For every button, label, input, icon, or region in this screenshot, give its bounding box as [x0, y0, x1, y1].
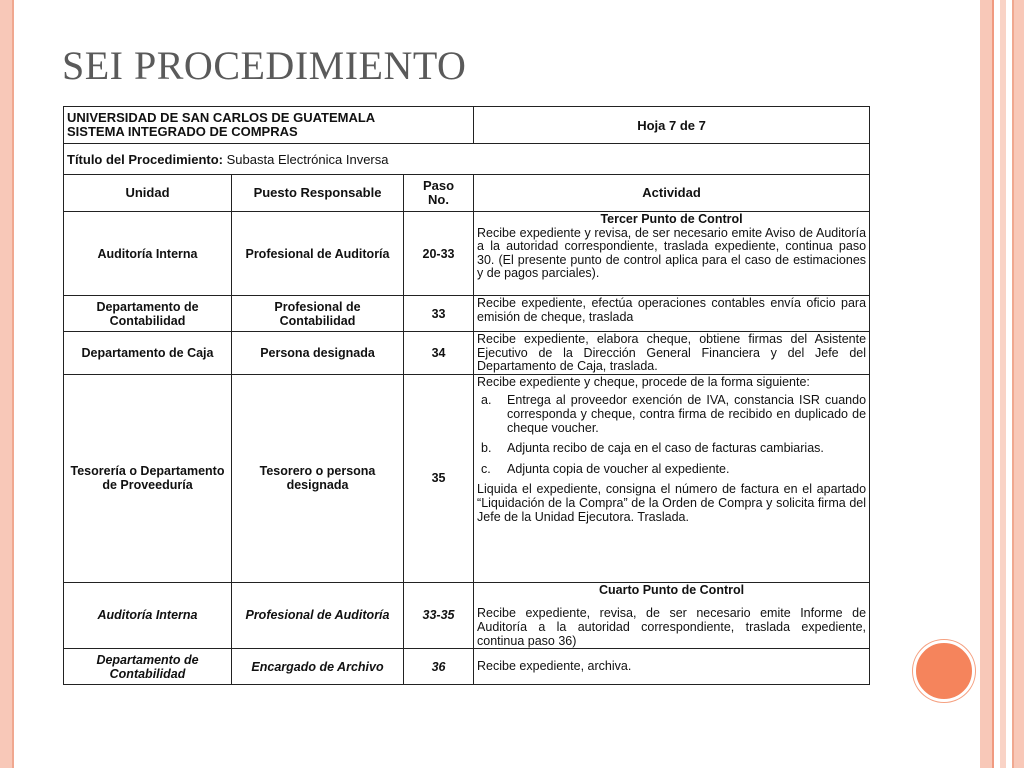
right-border-stripe: [1000, 0, 1006, 768]
left-decorative-border: [0, 0, 14, 768]
orange-circle-ornament: [913, 640, 975, 702]
control-point-heading: Cuarto Punto de Control: [598, 582, 745, 597]
procedure-table: [63, 106, 870, 685]
page-number: Hoja 7 de 7: [474, 107, 870, 144]
activity-text: Recibe expediente, efectúa operaciones contables envía oficio para emisión de cheque, traslada: [477, 296, 867, 324]
row-paso: 34: [404, 332, 474, 375]
list-item-label: b.: [481, 441, 492, 456]
list-item-text: Adjunta copia de voucher al expediente.: [507, 461, 730, 476]
activity-text: Recibe expediente, revisa, de ser necesario emite Informe de Auditoría a la autoridad correspondiente, traslada expediente, continua paso 36): [477, 606, 867, 648]
control-point-heading: Tercer Punto de Control: [600, 212, 743, 226]
list-item: [477, 442, 866, 456]
row-actividad: [474, 649, 870, 685]
activity-intro: Recibe expediente y cheque, procede de la forma siguiente:: [477, 374, 810, 389]
table-row: [64, 649, 870, 685]
procedure-title-label: Título del Procedimiento:: [67, 151, 224, 167]
col-header-actividad: Actividad: [474, 175, 870, 212]
activity-steps-list: [477, 394, 866, 476]
list-item-text: Adjunta recibo de caja en el caso de facturas cambiarias.: [507, 441, 824, 456]
row-actividad: [474, 374, 870, 582]
col-header-unidad: Unidad: [64, 175, 232, 212]
list-item: [477, 463, 866, 477]
table-row: [64, 212, 870, 296]
right-border-line: [992, 0, 994, 768]
row-puesto: Tesorero o persona designada: [232, 374, 404, 582]
row-actividad: [474, 332, 870, 375]
list-item-text: Entrega al proveedor exención de IVA, constancia ISR cuando corresponda y cheque, contra firma de recibido en duplicado de cheque voucher.: [507, 393, 867, 435]
row-unidad: Departamento de Caja: [64, 332, 232, 375]
activity-text: Recibe expediente, archiva.: [477, 659, 632, 674]
procedure-title-cell: [64, 144, 870, 175]
table-row: [64, 332, 870, 375]
row-paso: 33: [404, 296, 474, 332]
row-unidad: Departamento de Contabilidad: [64, 296, 232, 332]
col-header-puesto: Puesto Responsable: [232, 175, 404, 212]
table-row: [64, 374, 870, 582]
col-header-paso: [404, 175, 474, 212]
org-name: UNIVERSIDAD DE SAN CARLOS DE GUATEMALA: [67, 110, 376, 125]
row-actividad: [474, 582, 870, 648]
row-paso: 36: [404, 649, 474, 685]
table-row: [64, 296, 870, 332]
row-puesto: Persona designada: [232, 332, 404, 375]
list-item: [477, 394, 866, 435]
column-header-row: [64, 175, 870, 212]
row-unidad: Departamento de Contabilidad: [64, 649, 232, 685]
organization-cell: [64, 107, 474, 144]
slide-title: SEI PROCEDIMIENTO: [62, 43, 467, 88]
row-unidad: Tesorería o Departamento de Proveeduría: [64, 374, 232, 582]
activity-text: Recibe expediente y revisa, de ser necesario emite Aviso de Auditoría a la autoridad correspondiente, traslada expediente, continua paso 30. (El presente punto de control aplica para el caso de estimaciones y de pagos parciales).: [477, 225, 867, 281]
right-border-outer: [1012, 0, 1024, 768]
procedure-title-value: Subasta Electrónica Inversa: [223, 151, 389, 167]
header-org-row: [64, 107, 870, 144]
system-name: SISTEMA INTEGRADO DE COMPRAS: [67, 124, 298, 139]
activity-outro: Liquida el expediente, consigna el número de factura en el apartado “Liquidación de la Compra” de la Orden de Compra y solicita firma del Jefe de la Unidad Ejecutora. Traslada.: [477, 482, 867, 524]
row-puesto: Profesional de Contabilidad: [232, 296, 404, 332]
row-puesto: Encargado de Archivo: [232, 649, 404, 685]
row-paso: 35: [404, 374, 474, 582]
row-unidad: Auditoría Interna: [64, 212, 232, 296]
list-item-label: a.: [481, 393, 492, 408]
list-item-label: c.: [481, 461, 491, 476]
row-actividad: [474, 296, 870, 332]
row-paso: 20-33: [404, 212, 474, 296]
col-header-paso-text: Paso No.: [422, 178, 455, 207]
table-row: [64, 582, 870, 648]
row-paso: 33-35: [404, 582, 474, 648]
activity-text: Recibe expediente, elabora cheque, obtiene firmas del Asistente Ejecutivo de la Dirección General Financiera y del Jefe del Departamento de Caja, traslada.: [477, 332, 867, 374]
row-actividad: [474, 212, 870, 296]
procedure-title-row: [64, 144, 870, 175]
row-puesto: Profesional de Auditoría: [232, 582, 404, 648]
row-unidad: Auditoría Interna: [64, 582, 232, 648]
row-puesto: Profesional de Auditoría: [232, 212, 404, 296]
